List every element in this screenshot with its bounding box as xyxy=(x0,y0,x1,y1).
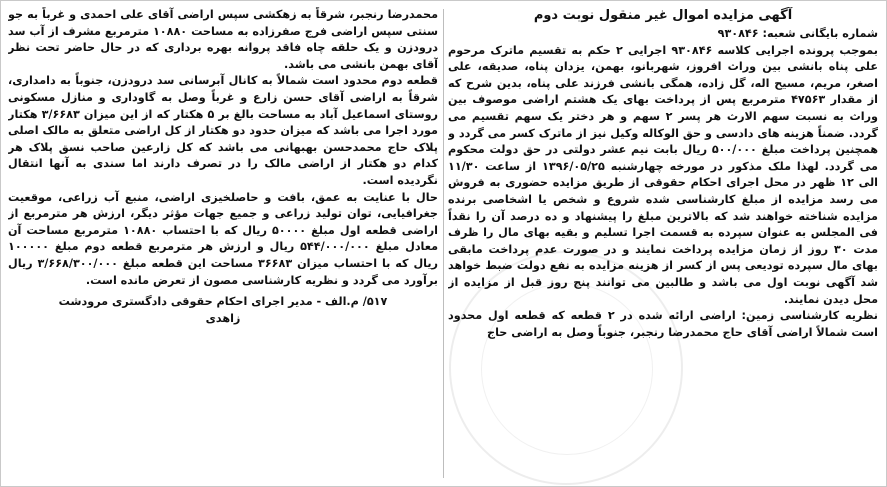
column-divider xyxy=(443,9,444,478)
plot-one-description: محمدرضا رنجبر، شرقاً به زهکشی سپس اراضی آقای علی احمدی و غرباً به جو سنتی سپس اراضی فرج صفرزاده به مساحت ۱۰۸۸۰ مترمربع مشرف از آب سد درودزن و یک حلقه چاه فاقد پروانه بهره برداری که در حال حاضر تحت نظر آقای بهمن بانشی می باشد. xyxy=(8,8,438,71)
left-column xyxy=(8,7,438,480)
plot-two-description: قطعه دوم محدود است شمالاً به کانال آبرسانی سد درودزن، جنوباً به دامداری، شرقاً به اراضی آقای حسن زارع و غرباً وصل به گاوداری و منازل مسکونی روستای اسماعیل آباد به مساحت بالغ بر ۵ هکتار که از این میزان ۳/۶۶۸۳ هکتار مورد اجرا می باشد که میزان حدود دو هکتار از کل اراضی متعلق به مالک اصلی پلاک حاج محمدحسن بهبهانی می باشد که کل زارعین صاحب نسق پلاک هر کدام دو هکتار از اراضی مالک را در تصرف دارند اما سندی به آنها انتقال نگردیده است. xyxy=(8,74,438,187)
notice-title: آگهی مزایده اموال غیر منقول نوبت دوم xyxy=(533,8,793,23)
signature-title: ۵۱۷/ م.الف - مدیر اجرای احکام حقوقی دادگستری مرودشت xyxy=(58,295,388,309)
right-column xyxy=(448,7,878,480)
valuation-paragraph: حال با عنایت به عمق، بافت و حاصلخیزی اراضی، منبع آب زراعی، موقعیت جغرافیایی، توان تولید زراعی و جمیع جهات مؤثر دیگر، ارزش هر مترمربع از اراضی قطعه اول مبلغ ۵۰۰۰۰ ریال که با احتساب ۱۰۸۸۰ مترمربع مساحت آن معادل مبلغ ۵۴۴/۰۰۰/۰۰۰ ریال و ارزش هر مترمربع قطعه دوم مبلغ ۱۰۰۰۰۰ ریال که با احتساب میزان ۳۶۶۸۳ مساحت این قطعه مبلغ ۳/۶۶۸/۳۰۰/۰۰۰ ریال برآورد می گردد و نظریه کارشناسی مصون از تعرض مانده است. xyxy=(8,190,438,287)
notice-body: بموجب پرونده اجرایی کلاسه ۹۳۰۸۴۶ اجرایی ۲ حکم به تقسیم ماترک مرحوم علی پناه بانشی بین وراث افروز، شهربانو، بهمن، یزدان پناه، صدیقه، علی اصغر، مریم، مسیح اله، گل زاده، همگی بانشی فرزند علی پناه، بدین شرح که از مقدار ۴۷۵۶۳ مترمربع پس از پرداخت بهای یک هشتم اراضی موصوف بین وراث به نسبت سهم الارث هر پسر ۲ سهم و هر دختر یک سهم تقسیم می گردد. ضمناً هزینه های دادسی و حق الوکاله وکیل نیز از ماترک کسر می گردد و همچنین پرداخت مبلغ ۵۰۰/۰۰۰ ریال بابت نیم عشر دولتی در حق دولت محکوم می گردد. لهذا ملک مذکور در مورخه چهارشنبه ۱۳۹۶/۰۵/۲۵ از ساعت ۱۱/۳۰ الی ۱۲ ظهر در محل اجرای احکام حقوقی از طریق مزایده حضوری به فروش می رسد مزایده از مبلغ کارشناسی شده شروع و شخص یا اشخاصی برنده مزایده شناخته خواهند شد که بالاترین مبلغ را پیشنهاد و ده درصد آن را نقداً فی المجلس به عنوان سپرده به قسمت اجرا تسلیم و بقیه بهای مال را ظرف مدت ۳۰ روز از زمان مزایده پرداخت نمایند و در صورت عدم پرداخت مابقی بهای مال سپرده تودیعی پس از کسر از هزینه مزایده به نفع دولت ضبط خواهد شد آگهی نوبت اول می باشد و طالبین می توانند پنج روز قبل از مزایده از محل دیدن نمایند. xyxy=(448,43,878,306)
signature-name: زاهدی xyxy=(205,312,241,326)
file-number: شماره بایگانی شعبه: ۹۳۰۸۴۶ xyxy=(717,27,878,40)
signature-block xyxy=(8,293,438,327)
expert-opinion-start: نظریه کارشناسی زمین: اراضی ارائه شده در ۲ قطعه که قطعه اول محدود است شمالاً اراضی آقای حاج محمدرضا رنجبر، جنوباً وصل به اراضی حاج xyxy=(448,309,878,339)
